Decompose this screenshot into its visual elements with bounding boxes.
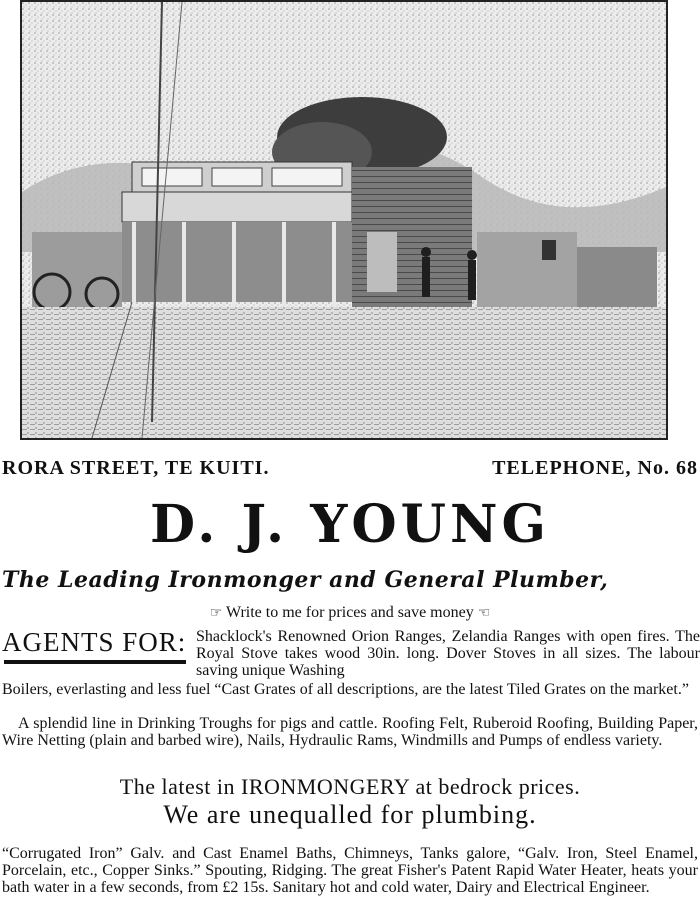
street-ground — [22, 307, 666, 438]
write-line-text: Write to me for prices and save money — [226, 604, 474, 621]
headline-ironmongery: The latest in IRONMONGERY at bedrock prices. — [119, 774, 581, 799]
paragraph-products: “Corrugated Iron” Galv. and Cast Enamel Baths, Chimneys, Tanks galore, “Galv. Iron, Steel Enamel, Porcelain, etc., Copper Sinks.” Spouting, Ridging. The great Fisher's Patent Rapid Water Heater, heats your bath water in a few seconds, from £2 15s. Sanitary hot and cold water, Dairy and Electrical Engineer. — [2, 845, 698, 896]
paragraph-boilers: Boilers, everlasting and less fuel “Cast Grates of all descriptions, are the latest Tiled Grates on the market.” — [2, 681, 689, 698]
pointing-hand-right-icon: ☞ — [209, 605, 223, 621]
paragraph-troughs-text: A splendid line in Drinking Troughs for pigs and cattle. Roofing Felt, Ruberoid Roofing, Building Paper, Wire Netting (plain and barbed wire), Nails, Hydraulic Rams, Windmills and Pumps of endless variety. — [2, 715, 698, 749]
tagline: The Leading Ironmonger and General Plumber, — [2, 567, 609, 593]
agents-underline — [4, 660, 186, 664]
storefront-photo — [20, 0, 668, 440]
street-address: RORA STREET, TE KUITI. — [2, 457, 270, 479]
storefront-illustration — [22, 2, 666, 438]
pointing-hand-left-icon: ☜ — [477, 605, 491, 621]
agents-heading: AGENTS FOR: — [2, 627, 187, 657]
neighbour-building — [477, 232, 577, 312]
sign-panel-middle — [212, 168, 262, 186]
left-building — [32, 232, 122, 307]
far-building — [577, 247, 657, 312]
paragraph-troughs — [2, 715, 698, 749]
headline-plumbing: We are unequalled for plumbing. — [163, 800, 537, 829]
sign-panel-left — [142, 168, 202, 186]
address-row — [0, 453, 700, 483]
business-name: D. J. YOUNG — [150, 494, 550, 555]
telephone-number: TELEPHONE, No. 68 — [492, 457, 698, 479]
warehouse-door — [367, 232, 397, 292]
agents-text: Shacklock's Renowned Orion Ranges, Zelandia Ranges with open fires. The Royal Stove takes wood 30in. long. Dover Stoves in all sizes. The labour saving unique Washing — [196, 628, 700, 679]
sign-panel-right — [272, 168, 342, 186]
write-line — [0, 604, 700, 622]
neighbour-window — [542, 240, 556, 260]
